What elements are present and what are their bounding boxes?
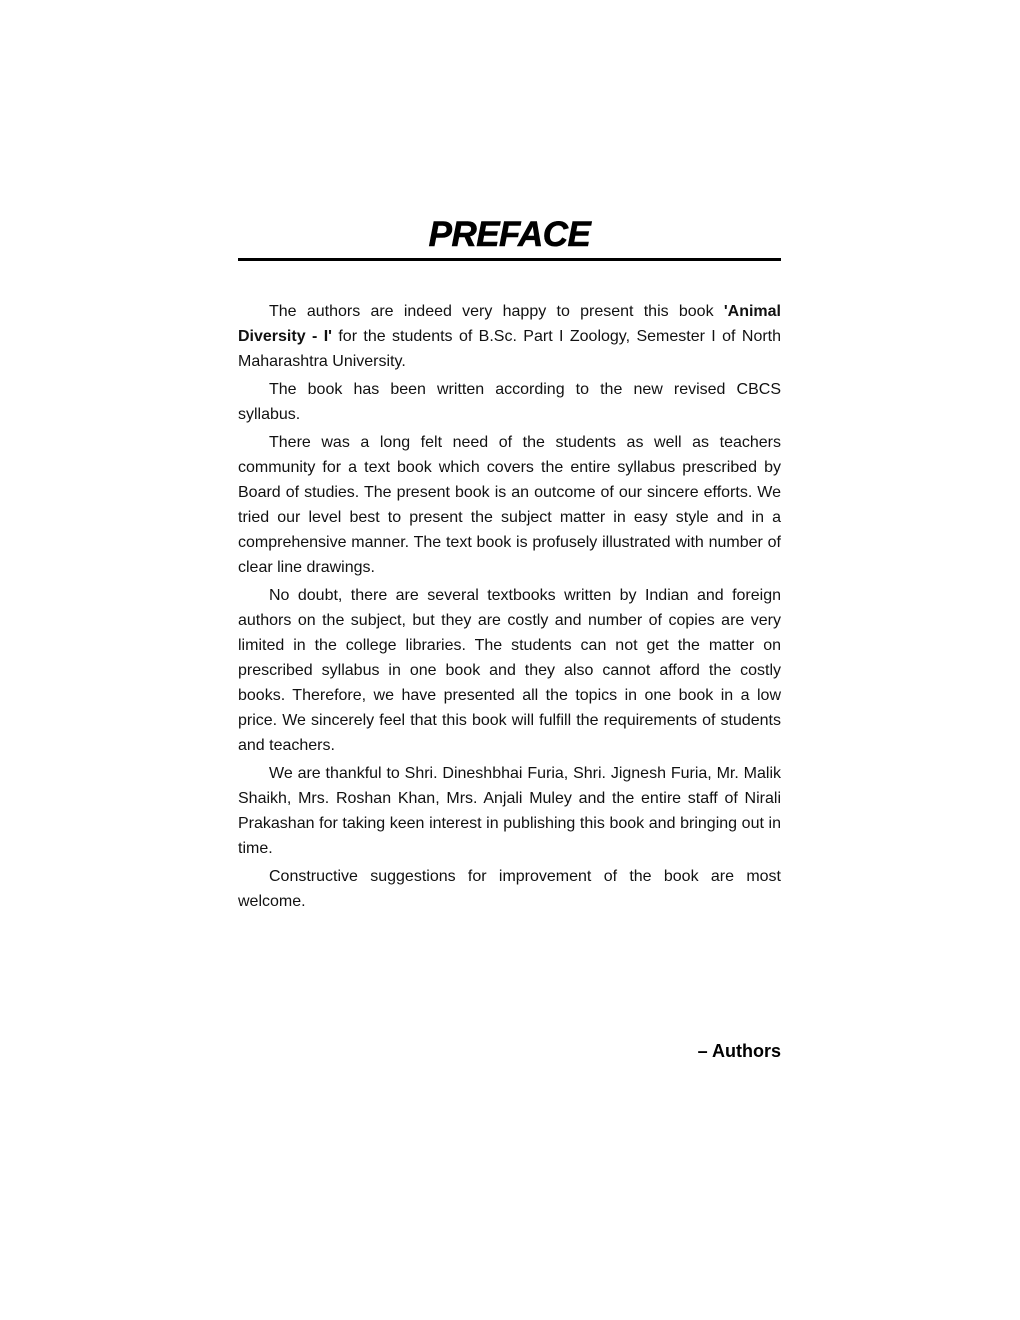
paragraph-thanks: We are thankful to Shri. Dineshbhai Furia, Shri. Jignesh Furia, Mr. Malik Shaikh, Mrs. Roshan Khan, Mrs. Anjali Muley and the entire staff of Nirali Prakashan for taking keen interest in publishing this book and bringing out in time.	[238, 765, 781, 857]
preface-page	[238, 212, 781, 917]
authors-signature: – Authors	[697, 1041, 781, 1061]
preface-body	[238, 299, 781, 914]
paragraph-need: There was a long felt need of the students as well as teachers community for a text book which covers the entire syllabus prescribed by Board of studies. The present book is an outcome of our sincere efforts. We tried our level best to present the subject matter in easy style and in a comprehensive manner. The text book is profusely illustrated with number of clear line drawings.	[238, 434, 781, 576]
paragraph-intro-text-end: for the students of B.Sc. Part I Zoology, Semester I of North Maharashtra University.	[238, 328, 782, 370]
paragraph-syllabus: The book has been written according to the new revised CBCS syllabus.	[238, 381, 781, 423]
page-title: PREFACE	[428, 215, 591, 254]
paragraph-textbooks: No doubt, there are several textbooks written by Indian and foreign authors on the subject, but they are costly and number of copies are very limited in the college libraries. The students can not get the matter on prescribed syllabus in one book and they also cannot afford the costly books. Therefore, we have presented all the topics in one book in a low price. We sincerely feel that this book will fulfill the requirements of students and teachers.	[238, 587, 781, 754]
paragraph-intro	[238, 299, 781, 374]
paragraph-intro-text: The authors are indeed very happy to present this book	[269, 303, 724, 320]
paragraph-suggestions: Constructive suggestions for improvement of the book are most welcome.	[238, 868, 781, 910]
book-title: 'Animal Diversity - I'	[238, 303, 781, 345]
title-underline	[238, 258, 781, 261]
